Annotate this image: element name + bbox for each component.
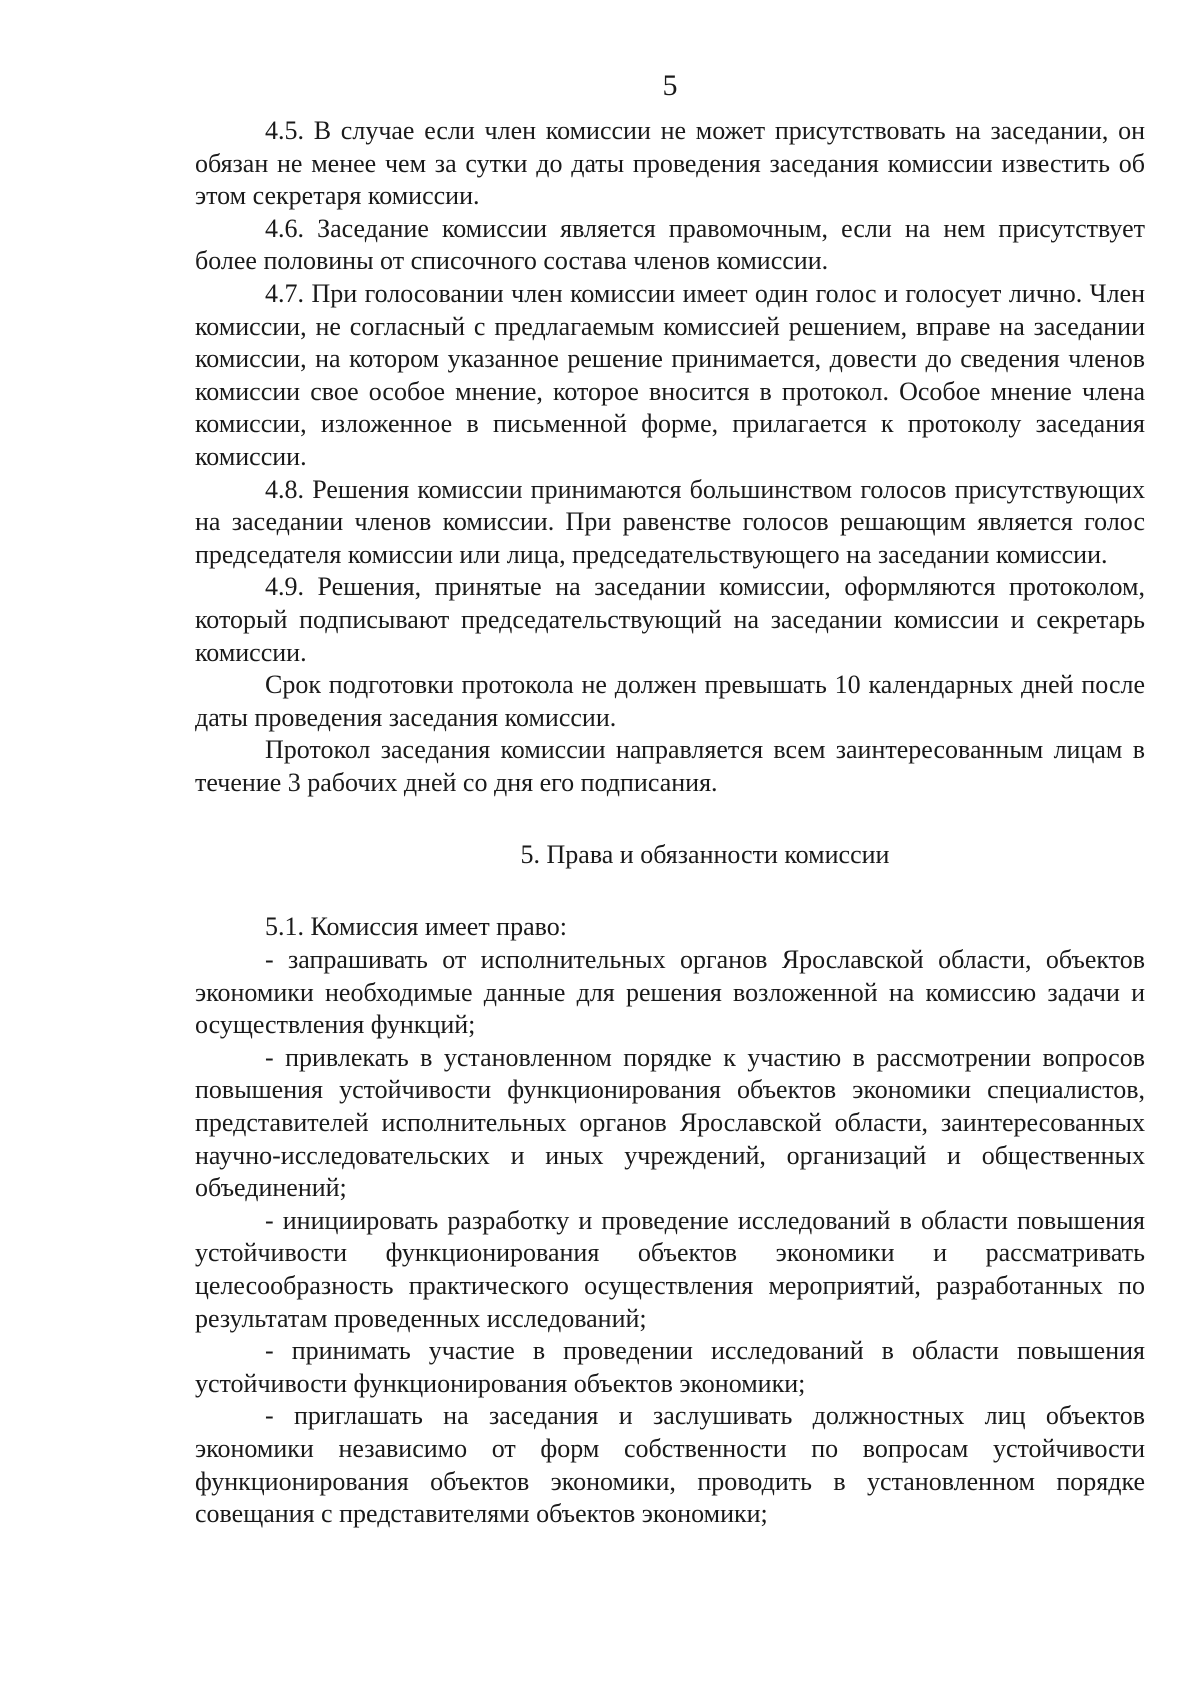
paragraph-protocol-distribution: Протокол заседания комиссии направляется всем заинтересованным лицам в течение 3 рабочих дней со дня его подписания. <box>195 735 1145 797</box>
list-item-involve-specialists: - привлекать в установленном порядке к участию в рассмотрении вопросов повышения устойчивости функционирования объектов экономики специалистов, представителей исполнительных органов Ярославской области, заинтересованных научно-исследовательских и иных учреждений, организаций и общественных объединений; <box>195 1042 1145 1203</box>
paragraph-4-7: 4.7. При голосовании член комиссии имеет один голос и голосует лично. Член комиссии, не согласный с предлагаемым комиссией решением, вправе на заседании комиссии, на котором указанное решение принимается, довести до сведения членов комиссии свое особое мнение, которое вносится в протокол. Особое мнение члена комиссии, изложенное в письменной форме, прилагается к протоколу заседания комиссии. <box>195 278 1145 471</box>
document-body <box>195 115 1145 1531</box>
paragraph-4-5: 4.5. В случае если член комиссии не может присутствовать на заседании, он обязан не менее чем за сутки до даты проведения заседания комиссии известить об этом секретаря комиссии. <box>195 116 1145 211</box>
page-number: 5 <box>662 69 678 102</box>
paragraph-protocol-deadline: Срок подготовки протокола не должен превышать 10 календарных дней после даты проведения заседания комиссии. <box>195 670 1145 732</box>
paragraph-5-1: 5.1. Комиссия имеет право: <box>265 912 567 942</box>
list-item-invite-officials: - приглашать на заседания и заслушивать должностных лиц объектов экономики независимо от форм собственности по вопросам устойчивости функционирования объектов экономики, проводить в установленном порядке совещания с представителями объектов экономики; <box>195 1401 1145 1529</box>
paragraph-4-8: 4.8. Решения комиссии принимаются большинством голосов присутствующих на заседании членов комиссии. При равенстве голосов решающим является голос председателя комиссии или лица, председательствующего на заседании комиссии. <box>195 474 1145 569</box>
list-item-initiate-research: - инициировать разработку и проведение исследований в области повышения устойчивости функционирования объектов экономики и рассматривать целесообразность практического осуществления мероприятий, разработанных по результатам проведенных исследований; <box>195 1205 1145 1333</box>
section-heading: 5. Права и обязанности комиссии <box>520 840 890 870</box>
paragraph-4-6: 4.6. Заседание комиссии является правомочным, если на нем присутствует более половины от списочного состава членов комиссии. <box>195 213 1145 276</box>
paragraph-4-9: 4.9. Решения, принятые на заседании комиссии, оформляются протоколом, который подписывают председательствующий на заседании комиссии и секретарь комиссии. <box>195 572 1145 667</box>
list-item-participate-research: - принимать участие в проведении исследований в области повышения устойчивости функционирования объектов экономики; <box>195 1336 1145 1398</box>
list-item-request-data: - запрашивать от исполнительных органов Ярославской области, объектов экономики необходимые данные для решения возложенной на комиссию задачи и осуществления функций; <box>195 945 1145 1040</box>
